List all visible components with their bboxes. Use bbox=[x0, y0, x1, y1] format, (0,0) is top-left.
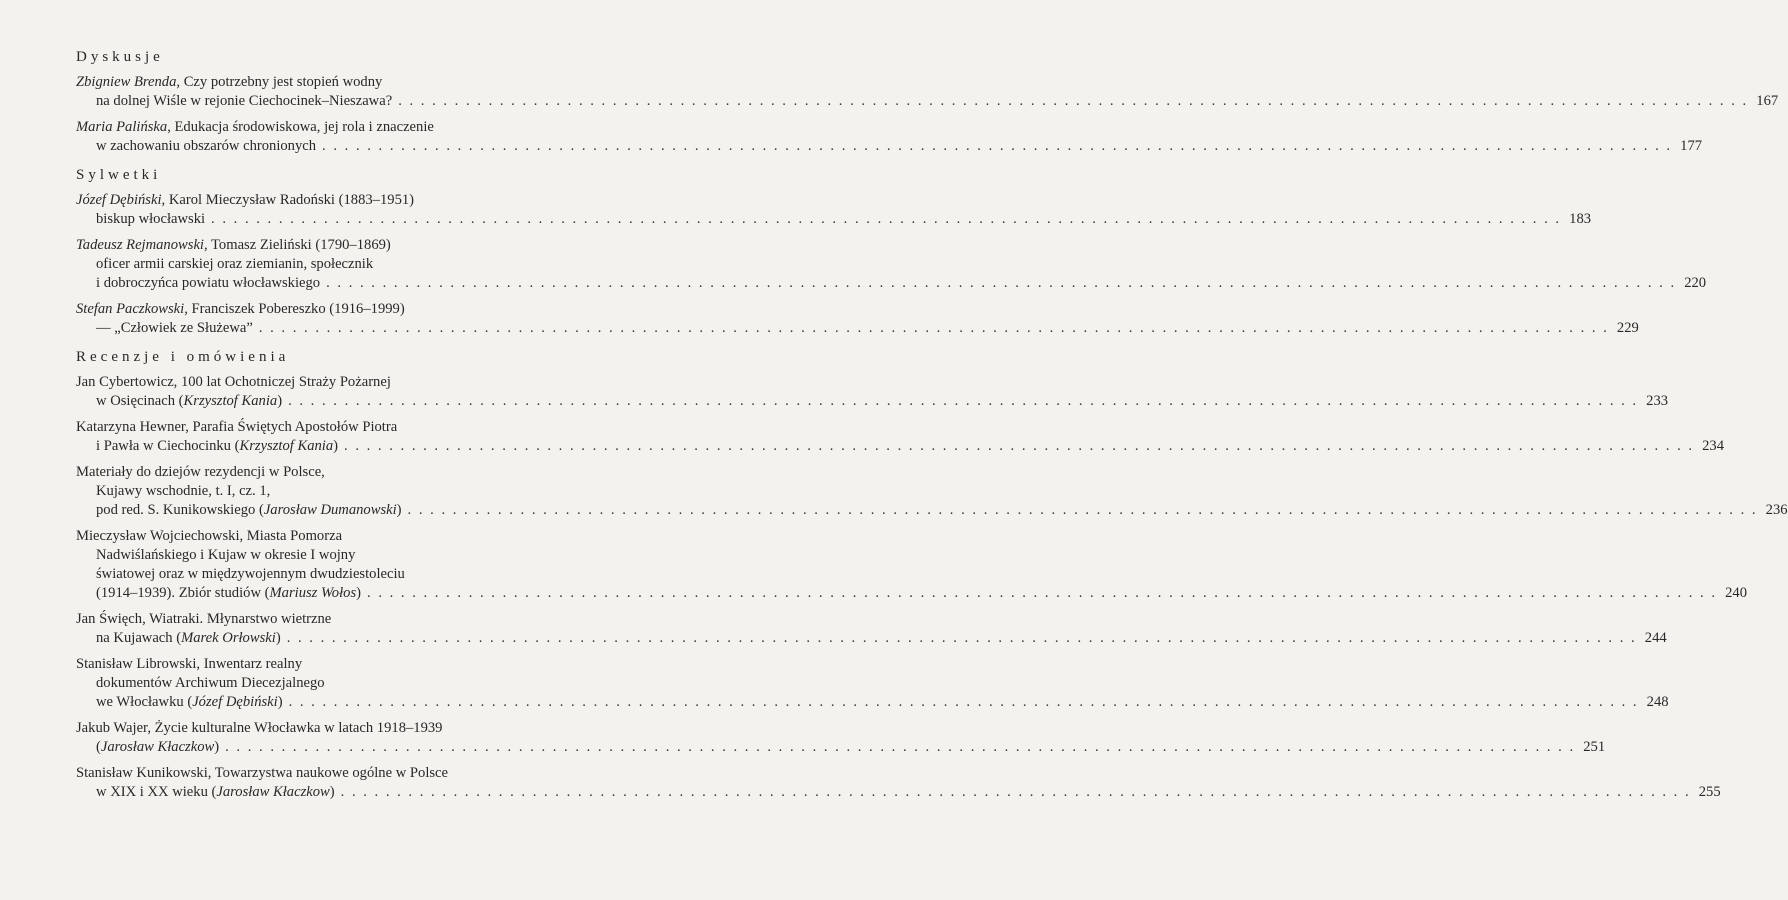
entry-line bbox=[76, 565, 566, 584]
entry-line bbox=[76, 674, 566, 693]
entry-title-line: (1914–1939). Zbiór studiów ( bbox=[96, 585, 270, 601]
toc-entry[interactable] bbox=[76, 236, 1707, 293]
entry-last-line bbox=[76, 92, 1779, 111]
entry-reviewer: Józef Dębiński bbox=[192, 694, 278, 710]
entry-last-line bbox=[76, 319, 1639, 338]
entry-title-line: Nadwiślańskiego i Kujaw w okresie I wojny bbox=[96, 547, 356, 563]
entry-last-line bbox=[76, 584, 1747, 603]
entry-last-line bbox=[76, 783, 1721, 802]
toc-entry[interactable] bbox=[76, 655, 1669, 712]
entry-line: Zbigniew Brenda, Czy potrzebny jest stopień wodny bbox=[76, 74, 383, 90]
entry-reviewer: Krzysztof Kania bbox=[239, 438, 334, 454]
entry-title-end: na Kujawach (Marek Orłowski) bbox=[96, 630, 281, 646]
entry-author: Zbigniew Brenda bbox=[76, 74, 177, 90]
toc-entry[interactable] bbox=[76, 764, 1721, 802]
entry-line bbox=[76, 418, 566, 437]
entry-title-line: Materiały do dziejów rezydencji w Polsce, bbox=[76, 464, 325, 480]
page-number: 248 bbox=[1646, 694, 1669, 710]
entry-title-line: Stanisław Kunikowski, Towarzystwa naukowe ogólne w Polsce bbox=[76, 765, 449, 781]
toc-entry[interactable] bbox=[76, 73, 1779, 111]
section-title: Recenzje i omówienia bbox=[76, 349, 290, 365]
entry-title-end: i Pawła w Ciechocinku (Krzysztof Kania) bbox=[96, 438, 339, 454]
entry-line bbox=[76, 719, 566, 738]
page-number: 183 bbox=[1569, 211, 1592, 227]
entry-last-line bbox=[76, 693, 1669, 712]
toc-entry[interactable] bbox=[76, 719, 1606, 757]
entry-title-end bbox=[96, 92, 392, 111]
leader-dots: . . . . . . . . . . . . . . . . . . . . . . . . . . . . . . . . . . . . . . . . . . . . . . . . . . . . . . . . . . . . . . . . . . . . . . . . . . . . . . . . . . . . . . . . . . . . . . . . . . . . . . . . . . . . . . . . . . . . . . . . bbox=[288, 694, 1639, 710]
entry-author: Stefan Paczkowski bbox=[76, 301, 185, 317]
entry-line bbox=[76, 610, 566, 629]
entry-last-line bbox=[76, 629, 1667, 648]
leader-dots: . . . . . . . . . . . . . . . . . . . . . . . . . . . . . . . . . . . . . . . . . . . . . . . . . . . . . . . . . . . . . . . . . . . . . . . . . . . . . . . . . . . . . . . . . . . . . . . . . . . . . . . . . . . . . . . . . . . . . . . . bbox=[286, 630, 1637, 646]
entry-title-line: Edukacja środowiskowa, jej rola i znaczenie bbox=[174, 119, 434, 135]
entry-line bbox=[76, 255, 566, 274]
entry-title-line: w Osięcinach ( bbox=[96, 393, 184, 409]
leader-dots: . . . . . . . . . . . . . . . . . . . . . . . . . . . . . . . . . . . . . . . . . . . . . . . . . . . . . . . . . . . . . . . . . . . . . . . . . . . . . . . . . . . . . . . . . . . . . . . . . . . . . . . . . . . . . . . . . . . . . . . . bbox=[340, 784, 1691, 800]
entry-title-end: (Jarosław Kłaczkow) bbox=[96, 739, 220, 755]
entry-title-line: i dobroczyńca powiatu włocławskiego bbox=[96, 275, 321, 291]
entry-title-line: Jakub Wajer, Życie kulturalne Włocławka w latach 1918–1939 bbox=[76, 720, 443, 736]
toc-entry[interactable] bbox=[76, 300, 1639, 338]
entry-reviewer: Jarosław Kłaczkow bbox=[216, 784, 330, 800]
entry-title-line: Franciszek Pobereszko (1916–1999) bbox=[191, 301, 405, 317]
entry-line bbox=[76, 527, 566, 546]
entry-title-line: Katarzyna Hewner, Parafia Świętych Apostołów Piotra bbox=[76, 419, 398, 435]
entry-title-line: w XIX i XX wieku ( bbox=[96, 784, 217, 800]
entry-title-end: w Osięcinach (Krzysztof Kania) bbox=[96, 393, 283, 409]
entry-title-end bbox=[96, 274, 320, 293]
entry-reviewer: Jarosław Dumanowski bbox=[263, 502, 397, 518]
entry-title-line: w zachowaniu obszarów chronionych bbox=[96, 138, 317, 154]
page-number: 167 bbox=[1756, 93, 1779, 109]
page-number: 240 bbox=[1725, 585, 1747, 601]
entry-author: Tadeusz Rejmanowski bbox=[76, 237, 204, 253]
leader-dots: . . . . . . . . . . . . . . . . . . . . . . . . . . . . . . . . . . . . . . . . . . . . . . . . . . . . . . . . . . . . . . . . . . . . . . . . . . . . . . . . . . . . . . . . . . . . . . . . . . . . . . . . . . . . . . . . . . . . . . . . bbox=[344, 438, 1695, 454]
entry-title-end bbox=[96, 319, 253, 338]
entry-title-line: światowej oraz w międzywojennym dwudziestoleciu bbox=[96, 566, 405, 582]
toc-entry[interactable] bbox=[76, 373, 1669, 411]
entry-reviewer: Krzysztof Kania bbox=[183, 393, 278, 409]
entry-title-line: Jan Święch, Wiatraki. Młynarstwo wietrzne bbox=[76, 611, 332, 627]
page-number: 234 bbox=[1702, 438, 1725, 454]
entry-title-line: ( bbox=[96, 739, 101, 755]
leader-dots: . . . . . . . . . . . . . . . . . . . . . . . . . . . . . . . . . . . . . . . . . . . . . . . . . . . . . . . . . . . . . . . . . . . . . . . . . . . . . . . . . . . . . . . . . . . . . . . . . . . . . . . . . . . . . . . . . . . . . . . . bbox=[367, 585, 1717, 601]
leader-dots: . . . . . . . . . . . . . . . . . . . . . . . . . . . . . . . . . . . . . . . . . . . . . . . . . . . . . . . . . . . . . . . . . . . . . . . . . . . . . . . . . . . . . . . . . . . . . . . . . . . . . . . . . . . . . . . . . . . . . . . . bbox=[322, 138, 1673, 154]
entry-title-line: Kujawy wschodnie, t. I, cz. 1, bbox=[96, 483, 271, 499]
entry-title-line: pod red. S. Kunikowskiego ( bbox=[96, 502, 264, 518]
toc-entry[interactable] bbox=[76, 418, 1725, 456]
leader-dots: . . . . . . . . . . . . . . . . . . . . . . . . . . . . . . . . . . . . . . . . . . . . . . . . . . . . . . . . . . . . . . . . . . . . . . . . . . . . . . . . . . . . . . . . . . . . . . . . . . . . . . . . . . . . . . . . . . . . . . . . bbox=[407, 502, 1758, 518]
table-of-contents bbox=[76, 48, 1788, 809]
leader-dots: . . . . . . . . . . . . . . . . . . . . . . . . . . . . . . . . . . . . . . . . . . . . . . . . . . . . . . . . . . . . . . . . . . . . . . . . . . . . . . . . . . . . . . . . . . . . . . . . . . . . . . . . . . . . . . . . . . . . . . . . bbox=[225, 739, 1576, 755]
page-number: 244 bbox=[1644, 630, 1667, 646]
page-number: 233 bbox=[1646, 393, 1669, 409]
entry-title-line: — „Człowiek ze Służewa” bbox=[96, 320, 253, 336]
entry-title-line: Stanisław Librowski, Inwentarz realny bbox=[76, 656, 303, 672]
entry-title-line: Czy potrzebny jest stopień wodny bbox=[183, 74, 383, 90]
entry-title-line: oficer armii carskiej oraz ziemianin, społecznik bbox=[96, 256, 374, 272]
entry-title-end: pod red. S. Kunikowskiego (Jarosław Dumanowski) bbox=[96, 502, 402, 518]
entry-title-line: Karol Mieczysław Radoński (1883–1951) bbox=[168, 192, 415, 208]
leader-dots: . . . . . . . . . . . . . . . . . . . . . . . . . . . . . . . . . . . . . . . . . . . . . . . . . . . . . . . . . . . . . . . . . . . . . . . . . . . . . . . . . . . . . . . . . . . . . . . . . . . . . . . . . . . . . . . . . . . . . . . . bbox=[211, 211, 1562, 227]
page-number: 255 bbox=[1698, 784, 1721, 800]
entry-title-line: Jan Cybertowicz, 100 lat Ochotniczej Straży Pożarnej bbox=[76, 374, 391, 390]
entry-last-line bbox=[76, 274, 1707, 293]
entry-title-line: i Pawła w Ciechocinku ( bbox=[96, 438, 240, 454]
page-number: 177 bbox=[1680, 138, 1703, 154]
entry-title-line: dokumentów Archiwum Diecezjalnego bbox=[96, 675, 325, 691]
entry-line: Maria Palińska, Edukacja środowiskowa, jej rola i znaczenie bbox=[76, 119, 434, 135]
entry-last-line bbox=[76, 738, 1606, 757]
toc-entry[interactable] bbox=[76, 610, 1667, 648]
entry-last-line bbox=[76, 501, 1788, 520]
entry-title-line: Tomasz Zieliński (1790–1869) bbox=[211, 237, 391, 253]
entry-line bbox=[76, 764, 566, 783]
entry-title-line: biskup włocławski bbox=[96, 211, 206, 227]
entry-title-line: we Włocławku ( bbox=[96, 694, 193, 710]
entry-title-end: (1914–1939). Zbiór studiów (Mariusz Wołos) bbox=[96, 585, 362, 601]
toc-entry[interactable] bbox=[76, 527, 1747, 603]
page-number: 251 bbox=[1583, 739, 1606, 755]
entry-author: Maria Palińska bbox=[76, 119, 168, 135]
entry-title-end: we Włocławku (Józef Dębiński) bbox=[96, 694, 283, 710]
entry-title-end: w XIX i XX wieku (Jarosław Kłaczkow) bbox=[96, 784, 335, 800]
entry-line: Stefan Paczkowski, Franciszek Pobereszko (1916–1999) bbox=[76, 301, 405, 317]
entry-line: Józef Dębiński, Karol Mieczysław Radoński (1883–1951) bbox=[76, 192, 415, 208]
entry-title-end bbox=[96, 210, 205, 229]
toc-entry[interactable] bbox=[76, 463, 1788, 520]
entry-line bbox=[76, 373, 566, 392]
entry-author: Józef Dębiński bbox=[76, 192, 162, 208]
entry-title-line: na dolnej Wiśle w rejonie Ciechocinek–Nieszawa? bbox=[96, 93, 393, 109]
entry-title-line: Mieczysław Wojciechowski, Miasta Pomorza bbox=[76, 528, 343, 544]
entry-line bbox=[76, 482, 566, 501]
entry-reviewer: Jarosław Kłaczkow bbox=[100, 739, 215, 755]
leader-dots: . . . . . . . . . . . . . . . . . . . . . . . . . . . . . . . . . . . . . . . . . . . . . . . . . . . . . . . . . . . . . . . . . . . . . . . . . . . . . . . . . . . . . . . . . . . . . . . . . . . . . . . . . . . . . . . . . . . . . . . . bbox=[288, 393, 1639, 409]
leader-dots: . . . . . . . . . . . . . . . . . . . . . . . . . . . . . . . . . . . . . . . . . . . . . . . . . . . . . . . . . . . . . . . . . . . . . . . . . . . . . . . . . . . . . . . . . . . . . . . . . . . . . . . . . . . . . . . . . . . . . . . . bbox=[258, 320, 1609, 336]
leader-dots: . . . . . . . . . . . . . . . . . . . . . . . . . . . . . . . . . . . . . . . . . . . . . . . . . . . . . . . . . . . . . . . . . . . . . . . . . . . . . . . . . . . . . . . . . . . . . . . . . . . . . . . . . . . . . . . . . . . . . . . . bbox=[326, 275, 1677, 291]
page-number: 220 bbox=[1684, 275, 1707, 291]
entry-line bbox=[76, 546, 566, 565]
entry-line: Tadeusz Rejmanowski, Tomasz Zieliński (1790–1869) bbox=[76, 237, 391, 253]
entry-title-line: na Kujawach ( bbox=[96, 630, 182, 646]
entry-reviewer: Mariusz Wołos bbox=[269, 585, 357, 601]
leader-dots: . . . . . . . . . . . . . . . . . . . . . . . . . . . . . . . . . . . . . . . . . . . . . . . . . . . . . . . . . . . . . . . . . . . . . . . . . . . . . . . . . . . . . . . . . . . . . . . . . . . . . . . . . . . . . . . . . . . . . . . . bbox=[398, 93, 1749, 109]
page-number: 236 bbox=[1765, 502, 1788, 518]
entry-line bbox=[76, 463, 566, 482]
toc-entry[interactable] bbox=[76, 118, 1703, 156]
page-number: 229 bbox=[1616, 320, 1639, 336]
section-title: Sylwetki bbox=[76, 167, 162, 183]
entry-title-end bbox=[96, 137, 316, 156]
entry-reviewer: Marek Orłowski bbox=[181, 630, 276, 646]
section-title: Dyskusje bbox=[76, 49, 164, 65]
toc-entry[interactable] bbox=[76, 191, 1592, 229]
entry-last-line bbox=[76, 392, 1669, 411]
entry-last-line bbox=[76, 437, 1725, 456]
entry-line bbox=[76, 655, 566, 674]
entry-last-line bbox=[76, 210, 1592, 229]
entry-last-line bbox=[76, 137, 1703, 156]
